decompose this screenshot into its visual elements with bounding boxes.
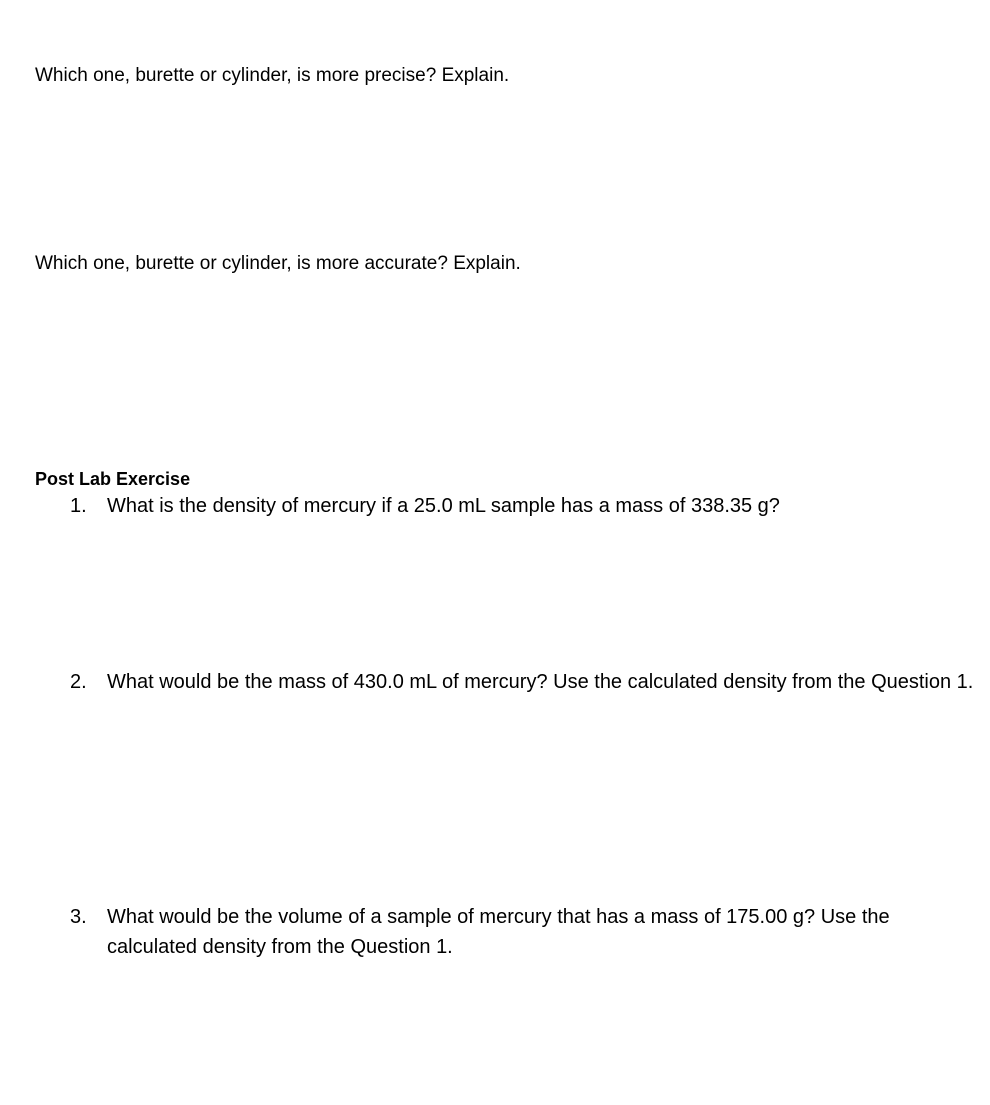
list-item: [0, 491, 990, 523]
list-item: [0, 667, 990, 729]
list-item-text: What would be the mass of 430.0 mL of mercury? Use the calculated density from the Question 1.: [107, 671, 974, 693]
list-item: [0, 902, 990, 964]
list-item-number: 3.: [70, 906, 87, 928]
question-accuracy: Which one, burette or cylinder, is more accurate? Explain.: [35, 253, 521, 274]
list-item-text: What is the density of mercury if a 25.0 mL sample has a mass of 338.35 g?: [107, 495, 780, 517]
question-precision: Which one, burette or cylinder, is more precise? Explain.: [35, 65, 510, 86]
list-item-number: 2.: [70, 671, 87, 693]
list-item-number: 1.: [70, 495, 87, 517]
list-item-text: What would be the volume of a sample of mercury that has a mass of 175.00 g? Use the calculated density from the Question 1.: [107, 906, 890, 958]
post-lab-heading: Post Lab Exercise: [35, 469, 191, 489]
